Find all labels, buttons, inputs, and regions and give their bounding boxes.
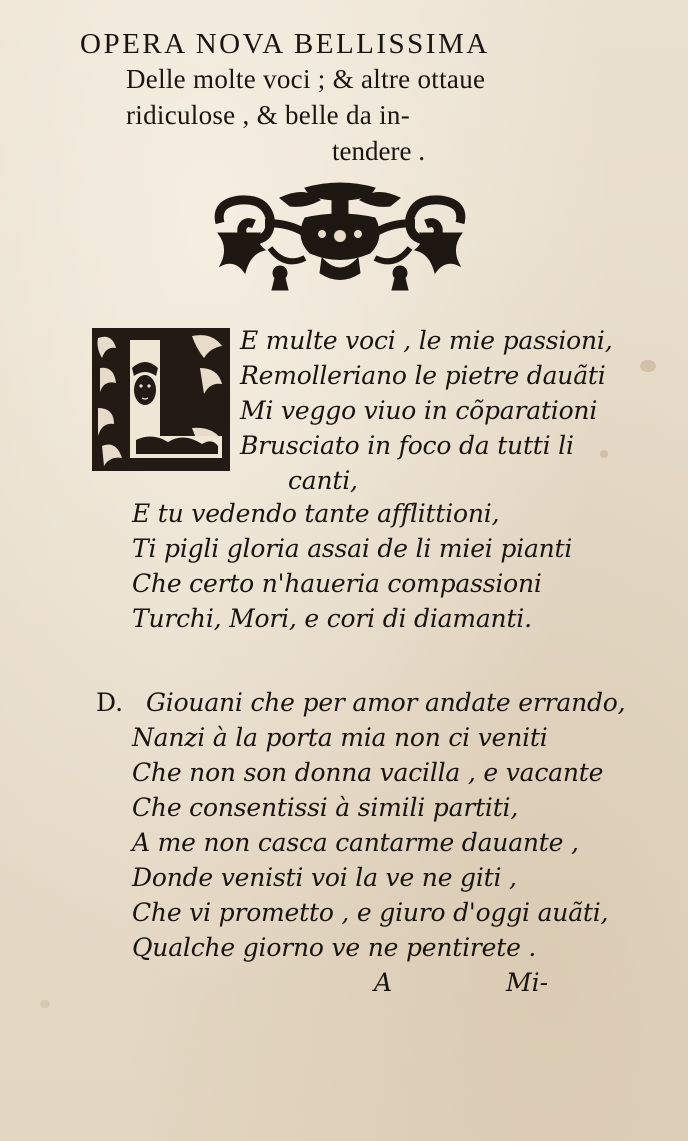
stanza1-line-6: E tu vedendo tante afflittioni, bbox=[132, 499, 500, 528]
paper-stain bbox=[40, 1000, 50, 1008]
catchword: Mi- bbox=[506, 968, 549, 997]
title-line-3: ridiculose , & belle da in- bbox=[126, 100, 411, 130]
stanza2-line-2: Nanzi à la porta mia non ci veniti bbox=[132, 723, 548, 752]
stanza1-line-4: Brusciato in foco da tutti li bbox=[240, 431, 574, 460]
paper-stain bbox=[600, 450, 608, 458]
title-line-2: Delle molte voci ; & altre ottaue bbox=[126, 64, 486, 94]
stanza2-line-4: Che consentissi à simili partiti, bbox=[132, 793, 519, 822]
stanza2-line-7: Che vi prometto , e giuro d'oggi auãti, bbox=[132, 898, 609, 927]
stanza1-line-8: Che certo n'haueria compassioni bbox=[132, 569, 542, 598]
title-line-1: OPERA NOVA BELLISSIMA bbox=[80, 28, 490, 60]
stanza1-line-7: Ti pigli gloria assai de li miei pianti bbox=[132, 534, 573, 563]
stanza2-line-6: Donde venisti voi la ve ne giti , bbox=[132, 863, 517, 892]
stanza2-line-1: Giouani che per amor andate errando, bbox=[146, 688, 626, 717]
speaker-label: D. bbox=[96, 688, 124, 717]
woodcut-ornament-icon bbox=[210, 178, 470, 293]
stanza2-line-3: Che non son donna vacilla , e vacante bbox=[132, 758, 604, 787]
stanza2-line-8: Qualche giorno ve ne pentirete . bbox=[132, 933, 537, 962]
title-line-4: tendere . bbox=[332, 136, 425, 166]
decorated-initial-L-icon bbox=[92, 328, 230, 471]
page-title bbox=[80, 28, 600, 169]
paper-stain bbox=[640, 360, 656, 372]
stanza1-line-2: Remolleriano le pietre dauãti bbox=[240, 361, 606, 390]
stanza1-line-3: Mi veggo viuo in cõparationi bbox=[240, 396, 598, 425]
stanza1-line-9: Turchi, Mori, e cori di diamanti. bbox=[132, 604, 532, 633]
stanza1-line-1: E multe voci , le mie passioni, bbox=[240, 326, 613, 355]
stanza2-line-5: A me non casca cantarme dauante , bbox=[132, 828, 579, 857]
signature-mark: A bbox=[374, 968, 393, 997]
stanza1-line-5: canti, bbox=[288, 466, 358, 495]
